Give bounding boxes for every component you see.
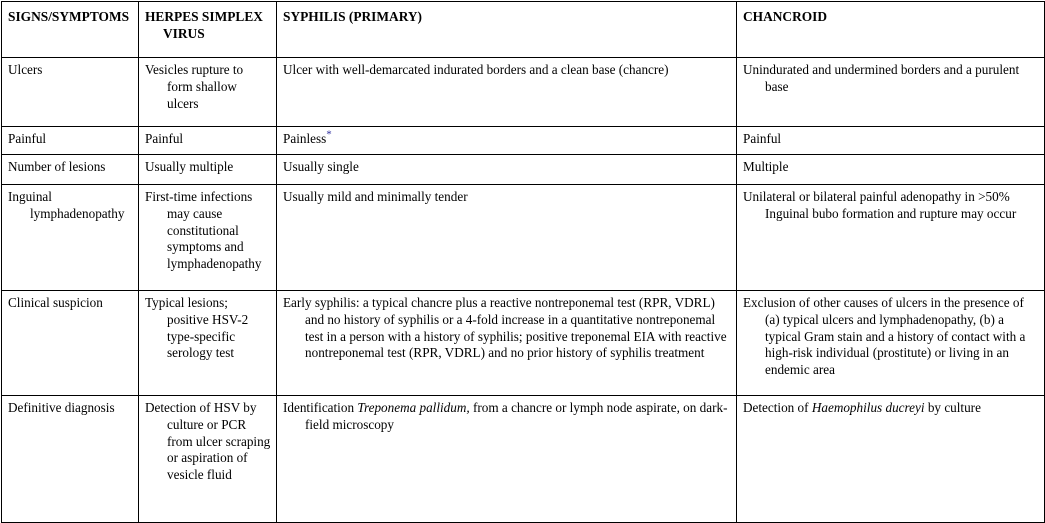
cell-ulcers-hsv: Vesicles rupture to form shallow ulcers <box>139 58 277 127</box>
cell-inguinal-syphilis: Usually mild and minimally tender <box>277 185 737 291</box>
genital-ulcer-comparison-table <box>1 1 1045 523</box>
painless-text: Painless <box>283 131 327 146</box>
table-row <box>2 58 1045 127</box>
footnote-marker: * <box>326 128 332 141</box>
table-row <box>2 155 1045 185</box>
cell-clinical-syphilis: Early syphilis: a typical chancre plus a reactive nontreponemal test (RPR, VDRL) and no history of syphilis or a 4-fold increase in a quantitative nontreponemal test in a person with a history of syphilis; positive treponemal EIA with reactive nontreponemal test (RPR, VDRL) and no prior history of syphilis treatment <box>277 291 737 396</box>
table-row <box>2 185 1045 291</box>
cell-lesions-chancroid: Multiple <box>737 155 1045 185</box>
cell-definitive-syphilis <box>277 396 737 523</box>
cell-definitive-hsv: Detection of HSV by culture or PCR from ulcer scraping or aspiration of vesicle fluid <box>139 396 277 523</box>
text-after-organism: from a chancre or lymph node aspirate, on dark-field microscopy <box>305 400 728 432</box>
cell-ulcers-chancroid: Unindurated and undermined borders and a purulent base <box>737 58 1045 127</box>
cell-painful-signs: Painful <box>2 127 139 155</box>
cell-painful-syphilis <box>277 127 737 155</box>
cell-inguinal-chancroid: Unilateral or bilateral painful adenopathy in >50% Inguinal bubo formation and rupture may occur <box>737 185 1045 291</box>
table-row <box>2 127 1045 155</box>
column-header-signs-symptoms: SIGNS/SYMPTOMS <box>2 2 139 58</box>
text-before-organism: Identification <box>283 400 358 415</box>
text-after-organism: by culture <box>924 400 981 415</box>
cell-lesions-syphilis: Usually single <box>277 155 737 185</box>
table-row <box>2 291 1045 396</box>
organism-name-haemophilus-ducreyi: Haemophilus ducreyi <box>811 400 925 415</box>
text-before-organism: Detection of <box>743 400 812 415</box>
cell-clinical-hsv: Typical lesions; positive HSV-2 type-specific serology test <box>139 291 277 396</box>
table-header <box>2 2 1045 58</box>
cell-lesions-signs: Number of lesions <box>2 155 139 185</box>
cell-painful-chancroid: Painful <box>737 127 1045 155</box>
organism-name-treponema-pallidum: Treponema pallidum, <box>357 400 470 415</box>
cell-clinical-signs: Clinical suspicion <box>2 291 139 396</box>
column-header-herpes-simplex-virus: HERPES SIMPLEX VIRUS <box>139 2 277 58</box>
cell-inguinal-hsv: First-time infections may cause constitutional symptoms and lymphadenopathy <box>139 185 277 291</box>
table-body <box>2 58 1045 523</box>
cell-definitive-chancroid <box>737 396 1045 523</box>
cell-painful-hsv: Painful <box>139 127 277 155</box>
column-header-syphilis-primary: SYPHILIS (PRIMARY) <box>277 2 737 58</box>
cell-ulcers-syphilis: Ulcer with well-demarcated indurated borders and a clean base (chancre) <box>277 58 737 127</box>
cell-inguinal-signs: Inguinal lymphadenopathy <box>2 185 139 291</box>
table-sheet <box>0 1 1045 509</box>
cell-ulcers-signs: Ulcers <box>2 58 139 127</box>
header-row <box>2 2 1045 58</box>
column-header-chancroid: CHANCROID <box>737 2 1045 58</box>
cell-definitive-signs: Definitive diagnosis <box>2 396 139 523</box>
table-row <box>2 396 1045 523</box>
cell-lesions-hsv: Usually multiple <box>139 155 277 185</box>
cell-clinical-chancroid: Exclusion of other causes of ulcers in the presence of (a) typical ulcers and lymphadenopathy, (b) a typical Gram stain and a history of contact with a high-risk individual (prostitute) or living in an endemic area <box>737 291 1045 396</box>
